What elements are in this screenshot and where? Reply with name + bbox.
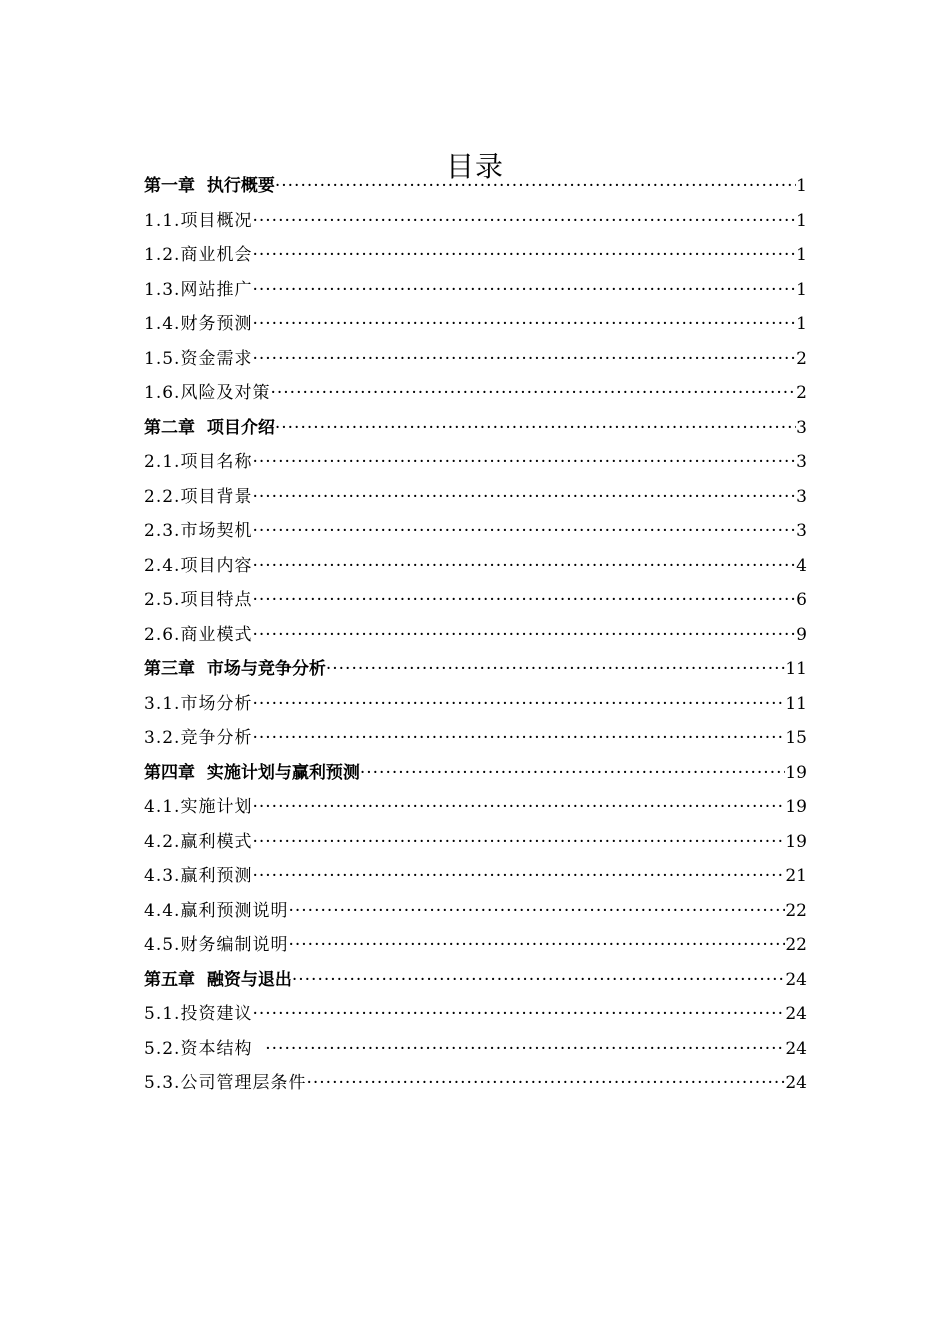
toc-entry-label: 2.3.市场契机 [144,521,253,541]
toc-dot-leader [326,652,786,687]
toc-entry-label: 4.5.财务编制说明 [144,935,289,955]
toc-page-number: 1 [796,314,807,334]
toc-title: 目录 [445,149,504,183]
toc-entry-label: 3.1.市场分析 [144,693,253,714]
toc-dot-leader [360,756,786,791]
toc-section-entry[interactable] [144,894,807,929]
toc-chapter-entry[interactable] [144,169,807,204]
toc-dot-leader [288,928,785,963]
toc-section-entry[interactable] [144,514,807,549]
toc-section-entry[interactable] [144,618,807,653]
toc-dot-leader [252,238,796,273]
toc-entry-label: 4.2.赢利模式 [144,831,253,852]
toc-entry-label: 1.2.商业机会 [144,245,253,265]
toc-chapter-entry[interactable] [144,652,807,687]
toc-page-number: 2 [796,383,807,403]
toc-section-entry[interactable] [144,342,807,377]
toc-section-entry[interactable] [144,928,807,963]
toc-entry-label: 第二章 项目介绍 [144,417,275,438]
toc-page-number: 2 [796,348,807,369]
toc-section-entry[interactable] [144,583,807,618]
toc-page-number: 3 [796,521,807,541]
toc-entry-label: 5.1.投资建议 [144,1004,253,1024]
toc-entry-label: 5.2.资本结构 [144,1038,266,1059]
toc-entry-label: 2.1.项目名称 [144,452,253,472]
toc-page-number: 24 [785,969,807,990]
toc-entry-label: 4.1.实施计划 [144,797,253,817]
toc-dot-leader [252,204,796,239]
toc-entry-label: 第三章 市场与竞争分析 [144,659,326,679]
toc-entry-label: 2.2.项目背景 [144,486,253,507]
toc-page-number: 19 [785,831,807,852]
toc-section-entry[interactable] [144,721,807,756]
toc-page-number: 1 [796,245,807,265]
toc-dot-leader [252,790,785,825]
toc-page-number: 21 [785,866,807,886]
toc-section-entry[interactable] [144,376,807,411]
toc-entry-label: 1.3.网站推广 [144,279,253,300]
toc-chapter-entry[interactable] [144,963,807,998]
toc-entry-label: 4.4.赢利预测说明 [144,900,289,921]
toc-section-entry[interactable] [144,480,807,515]
toc-page-number: 15 [785,728,807,748]
toc-entry-label: 第四章 实施计划与赢利预测 [144,762,360,783]
toc-dot-leader [252,583,796,618]
toc-dot-leader [265,1032,785,1067]
toc-page-number: 3 [796,452,807,472]
toc-entry-label: 1.1.项目概况 [144,210,253,231]
toc-section-entry[interactable] [144,273,807,308]
toc-page-number: 6 [796,590,807,610]
toc-section-entry[interactable] [144,790,807,825]
toc-section-entry[interactable] [144,997,807,1032]
toc-page-number: 19 [785,797,807,817]
toc-section-entry[interactable] [144,445,807,480]
toc-dot-leader [252,273,796,308]
table-of-contents [144,169,807,1101]
toc-entry-label: 3.2.竞争分析 [144,728,253,748]
toc-dot-leader [275,169,796,204]
toc-page-number: 11 [785,693,807,714]
toc-section-entry[interactable] [144,307,807,342]
toc-section-entry[interactable] [144,687,807,722]
toc-dot-leader [252,480,796,515]
toc-chapter-entry[interactable] [144,756,807,791]
toc-dot-leader [252,307,796,342]
toc-section-entry[interactable] [144,204,807,239]
toc-entry-label: 1.6.风险及对策 [144,383,271,403]
toc-page-number: 24 [785,1004,807,1024]
toc-section-entry[interactable] [144,1032,807,1067]
toc-dot-leader [252,618,796,653]
toc-entry-label: 2.6.商业模式 [144,624,253,645]
toc-section-entry[interactable] [144,825,807,860]
toc-section-entry[interactable] [144,238,807,273]
toc-entry-label: 4.3.赢利预测 [144,866,253,886]
toc-dot-leader [270,376,796,411]
toc-entry-label: 第一章 执行概要 [144,176,275,196]
toc-section-entry[interactable] [144,1066,807,1101]
toc-entry-label: 第五章 融资与退出 [144,969,292,990]
toc-page-number: 19 [785,762,807,783]
toc-page-number: 11 [785,659,807,679]
toc-page-number: 9 [796,624,807,645]
toc-dot-leader [306,1066,785,1101]
toc-page-number: 24 [785,1073,807,1093]
toc-entry-label: 2.5.项目特点 [144,590,253,610]
toc-page-number: 4 [796,555,807,576]
toc-dot-leader [252,445,796,480]
toc-dot-leader [252,825,785,860]
toc-entry-label: 1.4.财务预测 [144,314,253,334]
toc-dot-leader [252,997,785,1032]
toc-page-number: 24 [785,1038,807,1059]
toc-dot-leader [252,549,796,584]
toc-page-number: 1 [796,279,807,300]
toc-dot-leader [252,514,796,549]
toc-section-entry[interactable] [144,859,807,894]
toc-page-number: 3 [796,486,807,507]
toc-entry-label: 1.5.资金需求 [144,348,253,369]
toc-page-number: 1 [796,176,807,196]
toc-entry-label: 5.3.公司管理层条件 [144,1073,307,1093]
toc-chapter-entry[interactable] [144,411,807,446]
toc-dot-leader [292,963,786,998]
toc-dot-leader [275,411,796,446]
toc-page-number: 22 [785,935,807,955]
toc-dot-leader [252,687,785,722]
toc-dot-leader [252,859,785,894]
toc-dot-leader [288,894,785,929]
toc-section-entry[interactable] [144,549,807,584]
toc-dot-leader [252,721,785,756]
toc-page-number: 22 [785,900,807,921]
toc-page-number: 3 [796,417,807,438]
toc-entry-label: 2.4.项目内容 [144,555,253,576]
toc-page-number: 1 [796,210,807,231]
toc-dot-leader [252,342,796,377]
